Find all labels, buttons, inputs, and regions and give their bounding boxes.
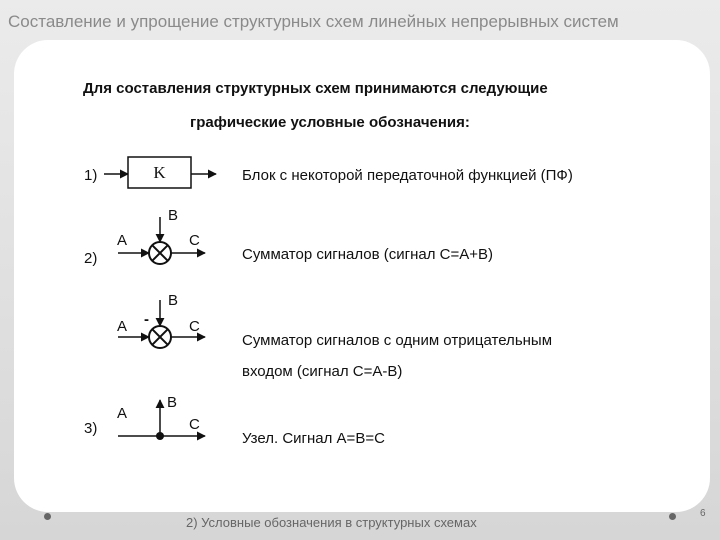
footer-bullet-right bbox=[669, 513, 676, 520]
heading-line-2: графические условные обозначения: bbox=[190, 114, 470, 131]
item-number-1: 1) bbox=[84, 167, 98, 184]
node-label-b: B bbox=[167, 394, 178, 411]
summator-label-c: C bbox=[189, 232, 200, 249]
negative-summator-label-a: A bbox=[117, 318, 128, 335]
footer-bullet-left bbox=[44, 513, 51, 520]
summator-label-b: B bbox=[168, 207, 179, 224]
node-label-c: C bbox=[189, 416, 200, 433]
summator-symbol bbox=[117, 207, 205, 264]
minus-sign: - bbox=[144, 311, 149, 328]
page-number: 6 bbox=[700, 508, 706, 519]
footer-caption: 2) Условные обозначения в структурных схемах bbox=[186, 515, 477, 530]
block-symbol bbox=[104, 157, 216, 188]
negative-summator-description-line-2: входом (сигнал C=A-B) bbox=[242, 363, 403, 380]
block-description: Блок с некоторой передаточной функцией (ПФ) bbox=[242, 167, 573, 184]
negative-summator-label-b: B bbox=[168, 292, 179, 309]
node-description: Узел. Сигнал A=B=C bbox=[242, 430, 385, 447]
summator-description: Сумматор сигналов (сигнал C=A+B) bbox=[242, 246, 493, 263]
negative-summator-label-c: C bbox=[189, 318, 200, 335]
summator-label-a: A bbox=[117, 232, 128, 249]
node-symbol bbox=[117, 394, 205, 440]
negative-summator-symbol bbox=[117, 292, 205, 348]
negative-summator-description-line-1: Сумматор сигналов с одним отрицательным bbox=[242, 332, 553, 349]
node-label-a: A bbox=[117, 405, 128, 422]
heading-line-1: Для составления структурных схем принимаются следующие bbox=[83, 80, 548, 97]
slide-title: Составление и упрощение структурных схем линейных непрерывных систем bbox=[8, 12, 619, 31]
item-number-2: 2) bbox=[84, 250, 98, 267]
node-dot bbox=[156, 432, 164, 440]
item-number-3: 3) bbox=[84, 420, 98, 437]
block-label: K bbox=[153, 163, 166, 182]
